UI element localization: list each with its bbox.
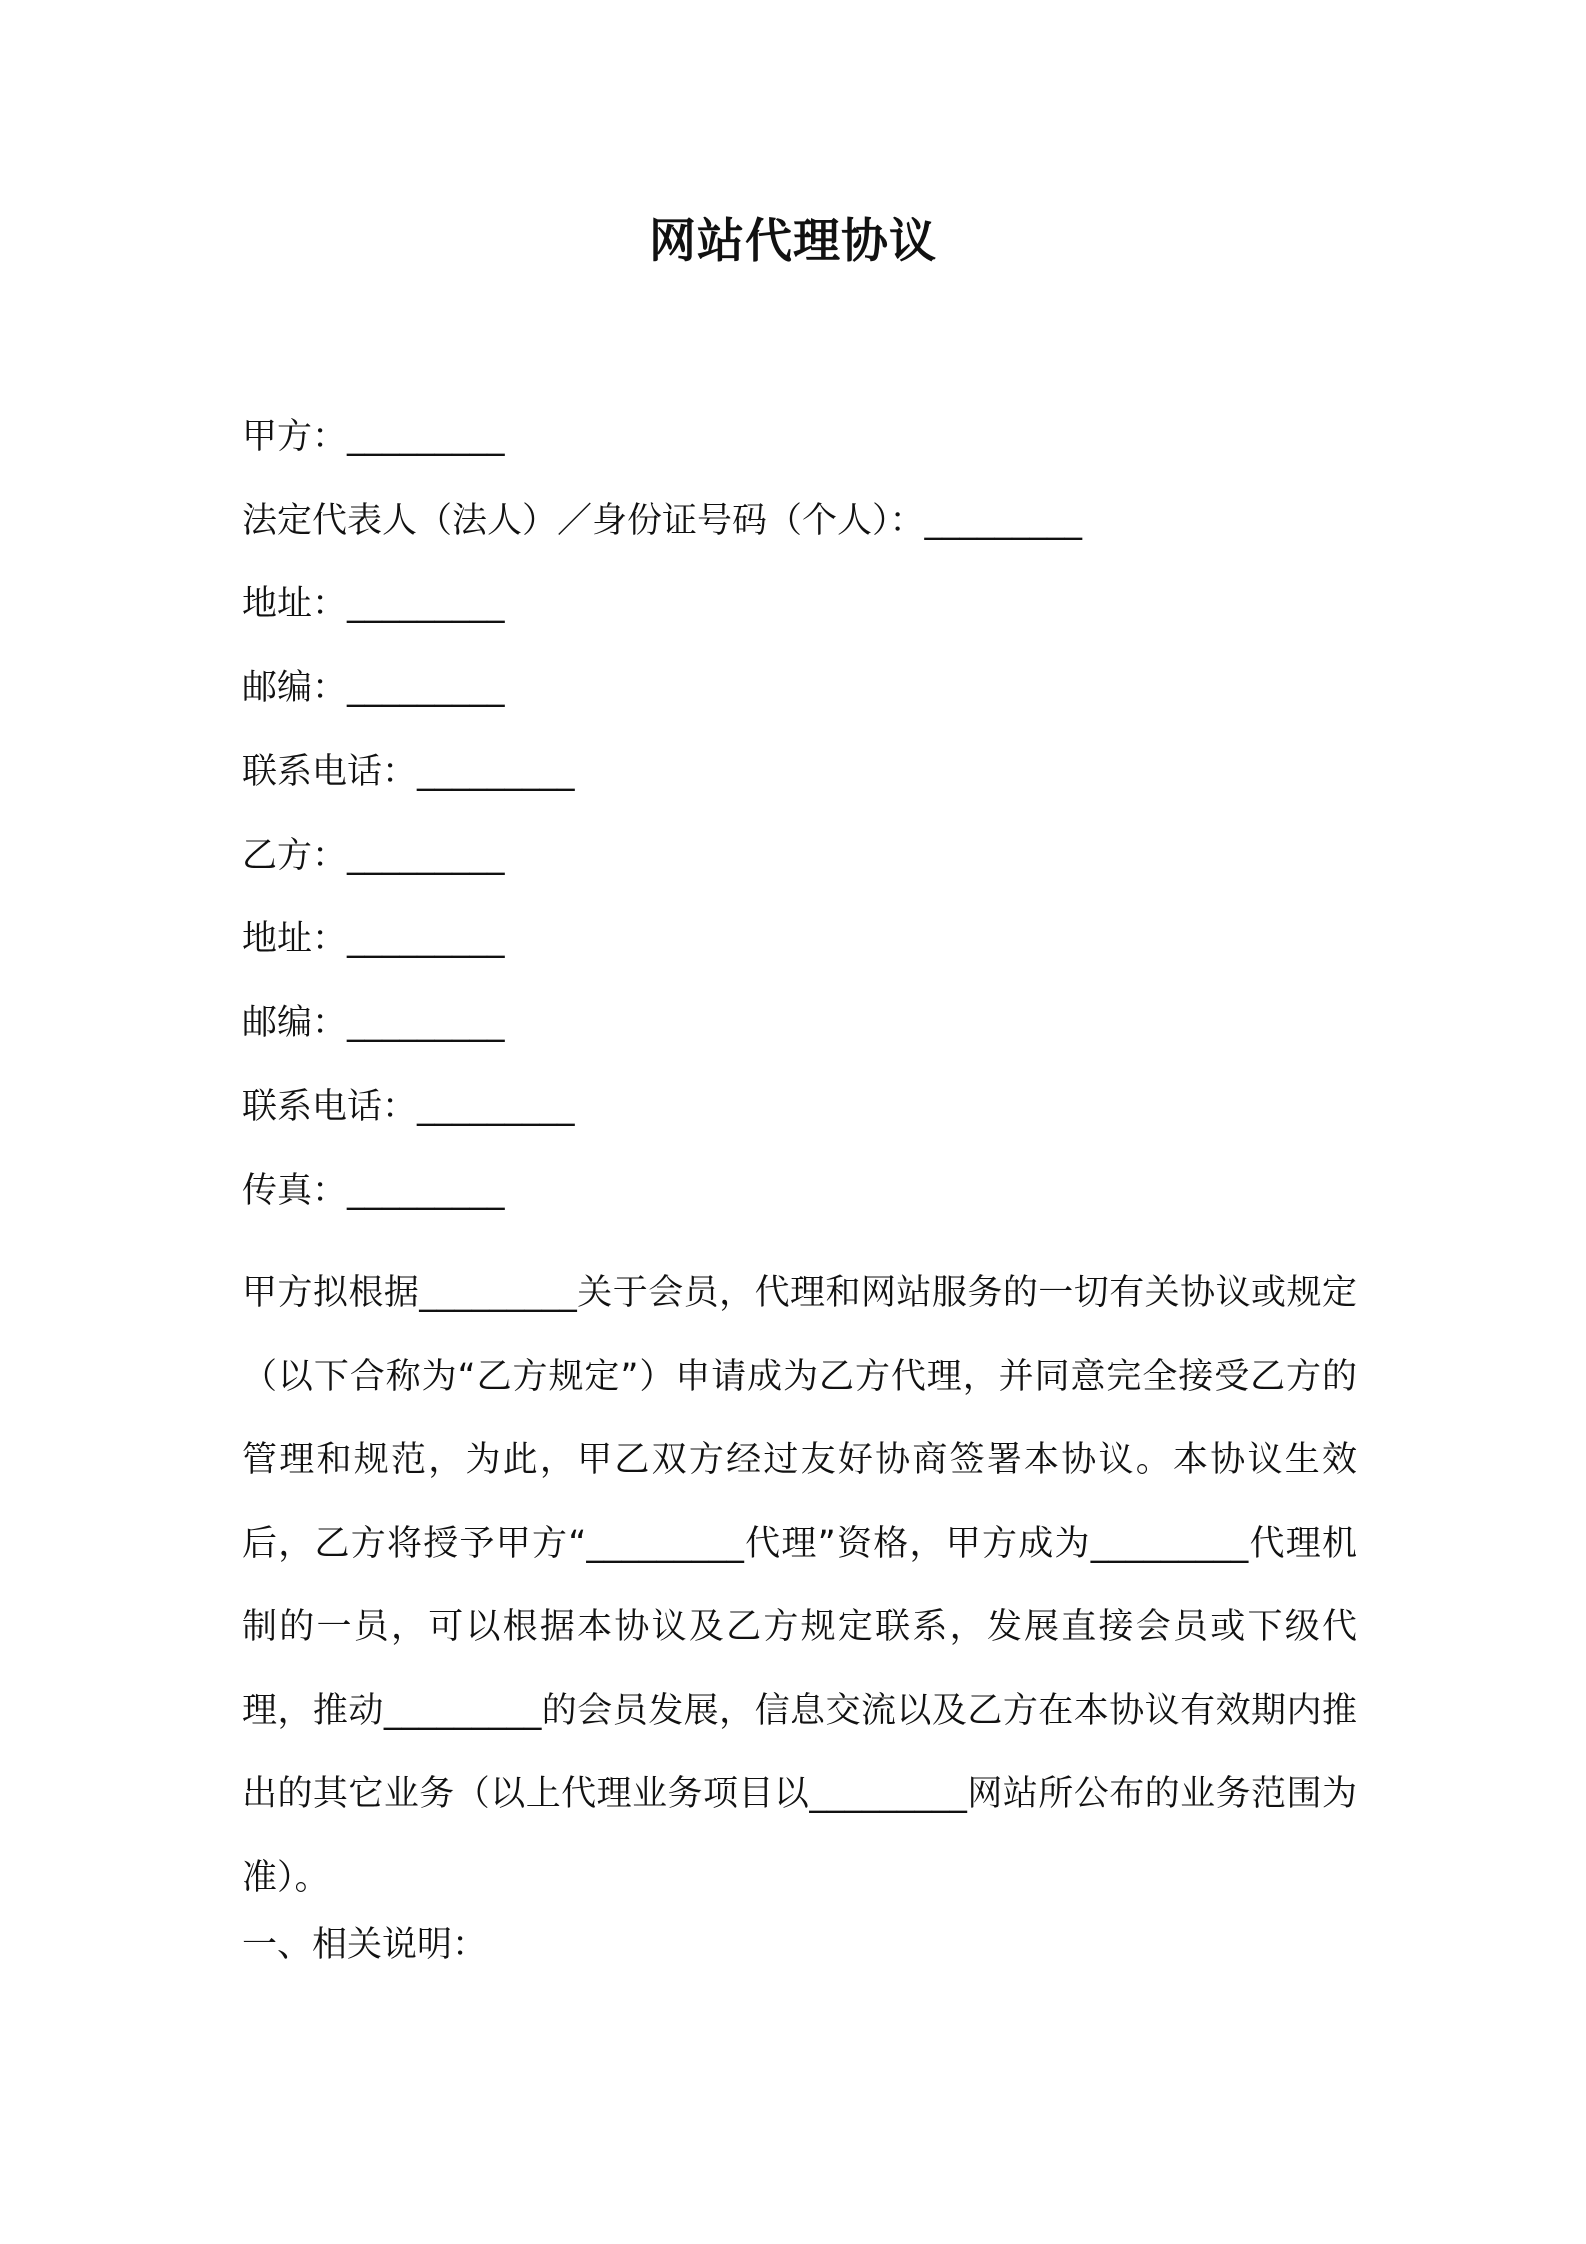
party-b-postcode-field: 邮编：_________ [242,1003,505,1043]
party-a-phone-field: 联系电话：_________ [242,752,575,792]
party-b-address-field: 地址：_________ [242,919,505,959]
party-b-name-field: 乙方：_________ [242,836,505,876]
intro-paragraph: 甲方拟根据_________关于会员，代理和网站服务的一切有关协议或规定（以下合称为“乙方规定”）申请成为乙方代理，并同意完全接受乙方的管理和规范，为此，甲乙双方经过友好协商签署本协议。本协议生效后，乙方将授予甲方“_________代理”资格，甲方成为_________代理机制的一员，可以根据本协议及乙方规定联系，发展直接会员或下级代理，推动_________的会员发展，信息交流以及乙方在本协议有效期内推出的其它业务（以上代理业务项目以_________网站所公布的业务范围为准）。 [242,1273,1357,1898]
party-a-representative-field: 法定代表人（法人）／身份证号码（个人）：_________ [242,501,1083,541]
party-b-fax-field: 传真：_________ [242,1171,505,1211]
party-a-address-field: 地址：_________ [242,584,505,624]
party-b-phone-field: 联系电话：_________ [242,1087,575,1127]
party-a-postcode-field: 邮编：_________ [242,668,505,708]
document-title: 网站代理协议 [649,214,937,269]
party-a-name-field: 甲方：_________ [242,417,505,457]
section-1-heading: 一、相关说明： [242,1925,488,1965]
